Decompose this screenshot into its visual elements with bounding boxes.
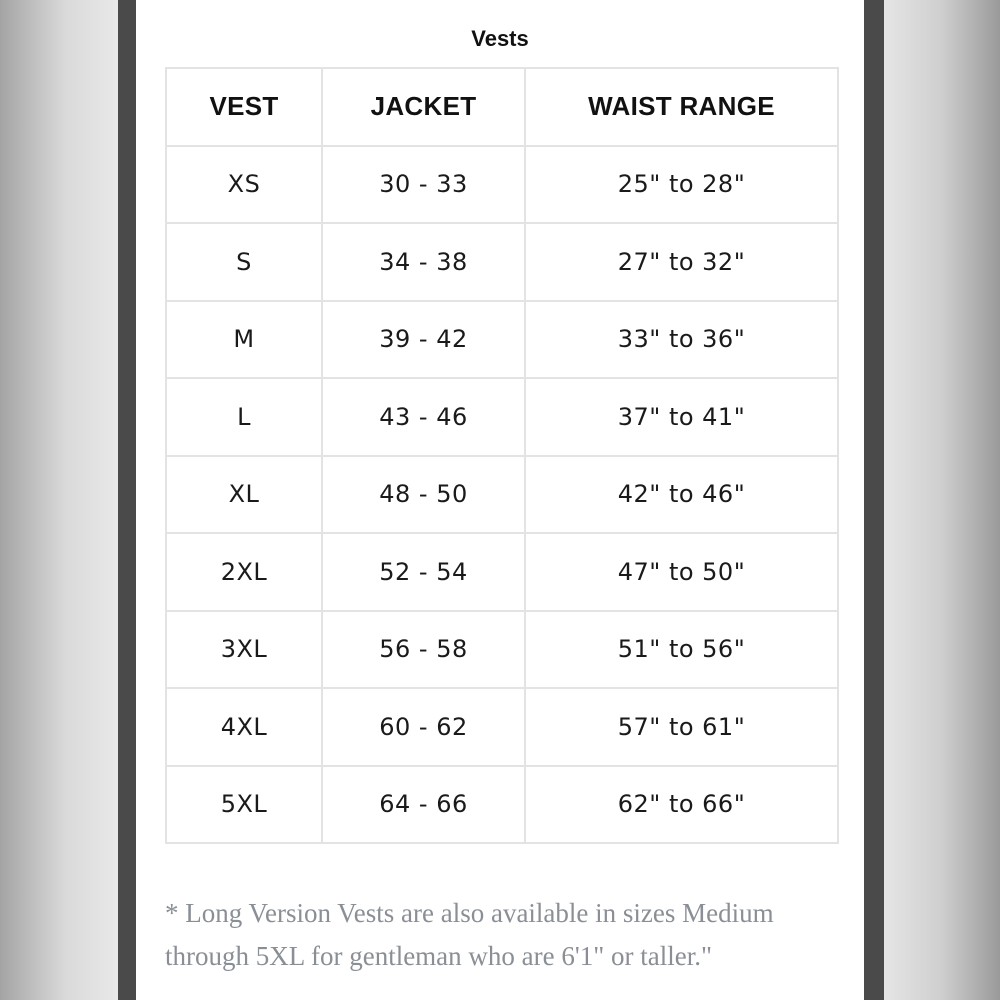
waist-range-cell: 47" to 50"	[525, 533, 838, 611]
page-title: Vests	[471, 26, 529, 51]
vest-size-cell: 5XL	[166, 766, 322, 844]
waist-range-cell: 25" to 28"	[525, 146, 838, 224]
table-row	[166, 146, 838, 224]
jacket-size-cell: 34 - 38	[322, 223, 525, 301]
jacket-size-cell: 48 - 50	[322, 456, 525, 534]
table-row	[166, 688, 838, 766]
waist-range-cell: 33" to 36"	[525, 301, 838, 379]
vest-size-cell: 3XL	[166, 611, 322, 689]
waist-range-cell: 37" to 41"	[525, 378, 838, 456]
table-row	[166, 223, 838, 301]
long-version-footnote: * Long Version Vests are also available in sizes Medium through 5XL for gentleman who are 6'1" or taller."	[165, 898, 774, 971]
table-row	[166, 611, 838, 689]
table-row	[166, 301, 838, 379]
waist-range-cell: 57" to 61"	[525, 688, 838, 766]
table-row	[166, 533, 838, 611]
table-row	[166, 456, 838, 534]
column-header-jacket: JACKET	[322, 68, 525, 146]
jacket-size-cell: 52 - 54	[322, 533, 525, 611]
vest-size-cell: XL	[166, 456, 322, 534]
column-header-waist-range: WAIST RANGE	[525, 68, 838, 146]
table-row	[166, 378, 838, 456]
vest-size-cell: 4XL	[166, 688, 322, 766]
waist-range-cell: 62" to 66"	[525, 766, 838, 844]
jacket-size-cell: 56 - 58	[322, 611, 525, 689]
vest-size-cell: S	[166, 223, 322, 301]
vest-size-cell: XS	[166, 146, 322, 224]
jacket-size-cell: 64 - 66	[322, 766, 525, 844]
vest-size-cell: 2XL	[166, 533, 322, 611]
table-row	[166, 766, 838, 844]
jacket-size-cell: 60 - 62	[322, 688, 525, 766]
table-header-row	[166, 68, 838, 146]
waist-range-cell: 42" to 46"	[525, 456, 838, 534]
background-left	[0, 0, 120, 1000]
vest-size-cell: L	[166, 378, 322, 456]
jacket-size-cell: 43 - 46	[322, 378, 525, 456]
jacket-size-cell: 39 - 42	[322, 301, 525, 379]
waist-range-cell: 51" to 56"	[525, 611, 838, 689]
vest-size-cell: M	[166, 301, 322, 379]
jacket-size-cell: 30 - 33	[322, 146, 525, 224]
waist-range-cell: 27" to 32"	[525, 223, 838, 301]
background-right	[882, 0, 1000, 1000]
size-chart-page	[136, 0, 864, 1000]
size-table	[165, 67, 839, 844]
column-header-vest: VEST	[166, 68, 322, 146]
